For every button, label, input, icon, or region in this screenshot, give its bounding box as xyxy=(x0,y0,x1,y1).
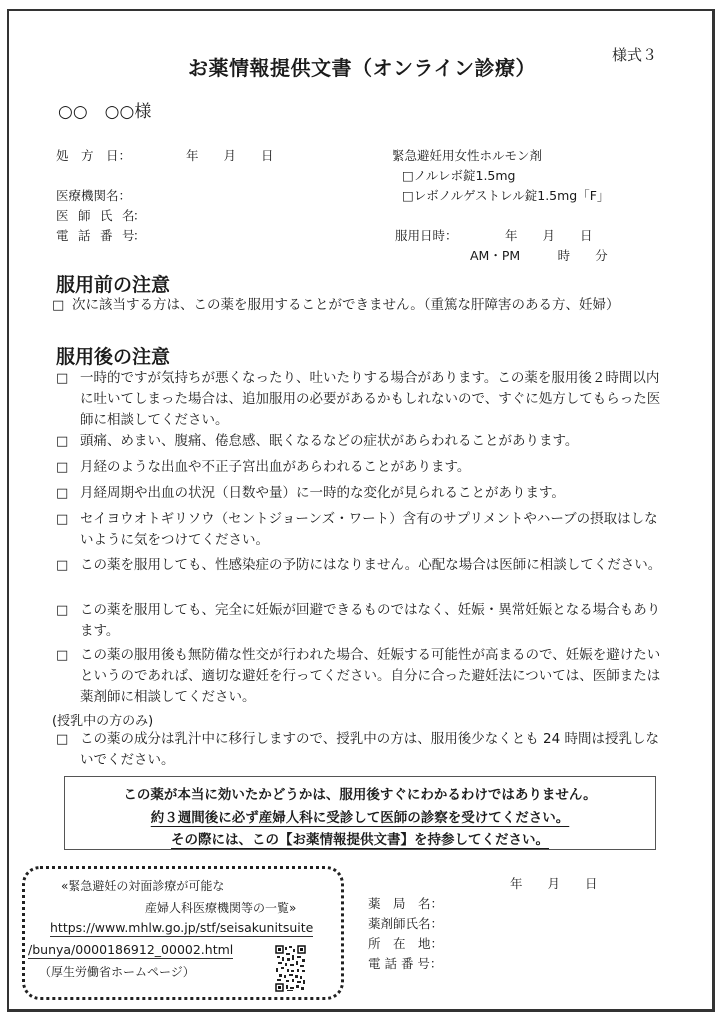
notice-line-1: この薬が本当に効いたかどうかは、服用後すぐにわかるわけではありません。 xyxy=(123,787,597,803)
prescription-date-value: 年 月 日 xyxy=(186,148,274,163)
after-item-text: セイヨウオトギリソウ（セントジョーンズ・ワート）含有のサプリメントやハーブの摂取はしないように気をつけてください。 xyxy=(80,511,658,548)
notice-line-2: 約３週間後に必ず産婦人科に受診して医師の診察を受けてください。 xyxy=(150,810,570,826)
after-item-text: この薬を服用しても、性感染症の予防にはなりません。心配な場合は医師に相談してください。 xyxy=(80,557,662,573)
notice-box xyxy=(64,776,656,850)
after-item-text: この薬の服用後も無防備な性交が行われた場合、妊娠する可能性が高まるので、妊娠を避けたいというのであれば、適切な避妊を行ってください。自分に合った避妊法については、医師または薬剤師に相談してください。 xyxy=(80,647,661,705)
pharmacy-phone-label: 電 話 番 号： xyxy=(368,956,443,971)
checkbox-icon[interactable]: □ xyxy=(52,298,65,313)
reference-source: （厚生労働省ホームページ） xyxy=(39,965,195,979)
drug-option-levonorgestrel[interactable]: □レボノルゲストレル錠1.5mg「F」 xyxy=(402,188,610,203)
checkbox-icon[interactable]: □ xyxy=(56,434,69,449)
after-item-text: 月経のような出血や不正子宮出血があらわれることがあります。 xyxy=(80,459,471,475)
dose-time-value: AM・PM 時 分 xyxy=(470,248,608,263)
checkbox-icon[interactable]: □ xyxy=(56,558,69,573)
drug-option-norlevo[interactable]: □ノルレボ錠1.5mg xyxy=(402,168,516,183)
checkbox-icon[interactable]: □ xyxy=(56,512,69,527)
reference-box xyxy=(22,866,344,1000)
checkbox-icon[interactable]: □ xyxy=(56,486,69,501)
after-item-text: この薬を服用しても、完全に妊娠が回避できるものではなく、妊娠・異常妊娠となる場合もあります。 xyxy=(80,602,661,639)
notice-line-3: その際には、この【お薬情報提供文書】を持参してください。 xyxy=(171,832,549,848)
phone-label: 電 話 番 号： xyxy=(56,228,145,243)
after-item-text: 月経周期や出血の状況（日数や量）に一時的な変化が見られることがあります。 xyxy=(80,485,565,501)
pharmacy-date: 年 月 日 xyxy=(510,876,598,891)
after-item-text: 頭痛、めまい、腹痛、倦怠感、眠くなるなどの症状があらわれることがあります。 xyxy=(80,433,579,449)
checkbox-icon[interactable]: □ xyxy=(56,603,69,618)
checkbox-icon[interactable]: □ xyxy=(56,371,69,386)
qr-code-icon[interactable] xyxy=(275,945,306,992)
reference-url-line-2[interactable]: /bunya/0000186912_00002.html xyxy=(28,942,234,957)
reference-line-1: «緊急避妊の対面診療が可能な xyxy=(61,879,225,893)
institution-label: 医療機関名： xyxy=(56,188,132,203)
document-title: お薬情報提供文書（オンライン診療） xyxy=(188,56,536,80)
patient-name: ○○ ○○様 xyxy=(58,102,152,122)
pharmacy-address-label: 所 在 地： xyxy=(368,936,444,951)
before-heading: 服用前の注意 xyxy=(56,274,171,296)
prescription-date-label: 処 方 日： xyxy=(56,148,132,163)
after-item-text: 一時的ですが気持ちが悪くなったり、吐いたりする場合があります。この薬を服用後２時間以内に吐いてしまった場合は、追加服用の必要があるかもしれないので、すぐに処方してもらった医師に相談してください。 xyxy=(80,370,661,428)
checkbox-icon[interactable]: □ xyxy=(56,460,69,475)
reference-line-2: 産婦人科医療機関等の一覧» xyxy=(145,901,297,915)
breastfeeding-label: (授乳中の方のみ) xyxy=(52,714,154,729)
drug-category: 緊急避妊用女性ホルモン剤 xyxy=(392,148,543,163)
before-item-text: 次に該当する方は、この薬を服用することができません。（重篤な肝障害のある方、妊婦） xyxy=(72,297,620,313)
dose-time-label: 服用日時： xyxy=(395,228,458,243)
form-number: 様式３ xyxy=(612,46,658,64)
checkbox-icon[interactable]: □ xyxy=(56,732,69,747)
pharmacy-name-label: 薬 局 名： xyxy=(368,896,444,911)
after-heading: 服用後の注意 xyxy=(56,346,171,368)
breastfeeding-item-text: この薬の成分は乳汁中に移行しますので、授乳中の方は、服用後少なくとも 24 時間は授乳しないでください。 xyxy=(80,731,659,768)
pharmacist-name-label: 薬剤師氏名： xyxy=(368,916,444,931)
dose-date-value: 年 月 日 xyxy=(505,228,593,243)
doctor-label: 医 師 氏 名： xyxy=(56,208,145,223)
reference-url-line-1[interactable]: https://www.mhlw.go.jp/stf/seisakunitsuite xyxy=(50,920,314,935)
checkbox-icon[interactable]: □ xyxy=(56,648,69,663)
